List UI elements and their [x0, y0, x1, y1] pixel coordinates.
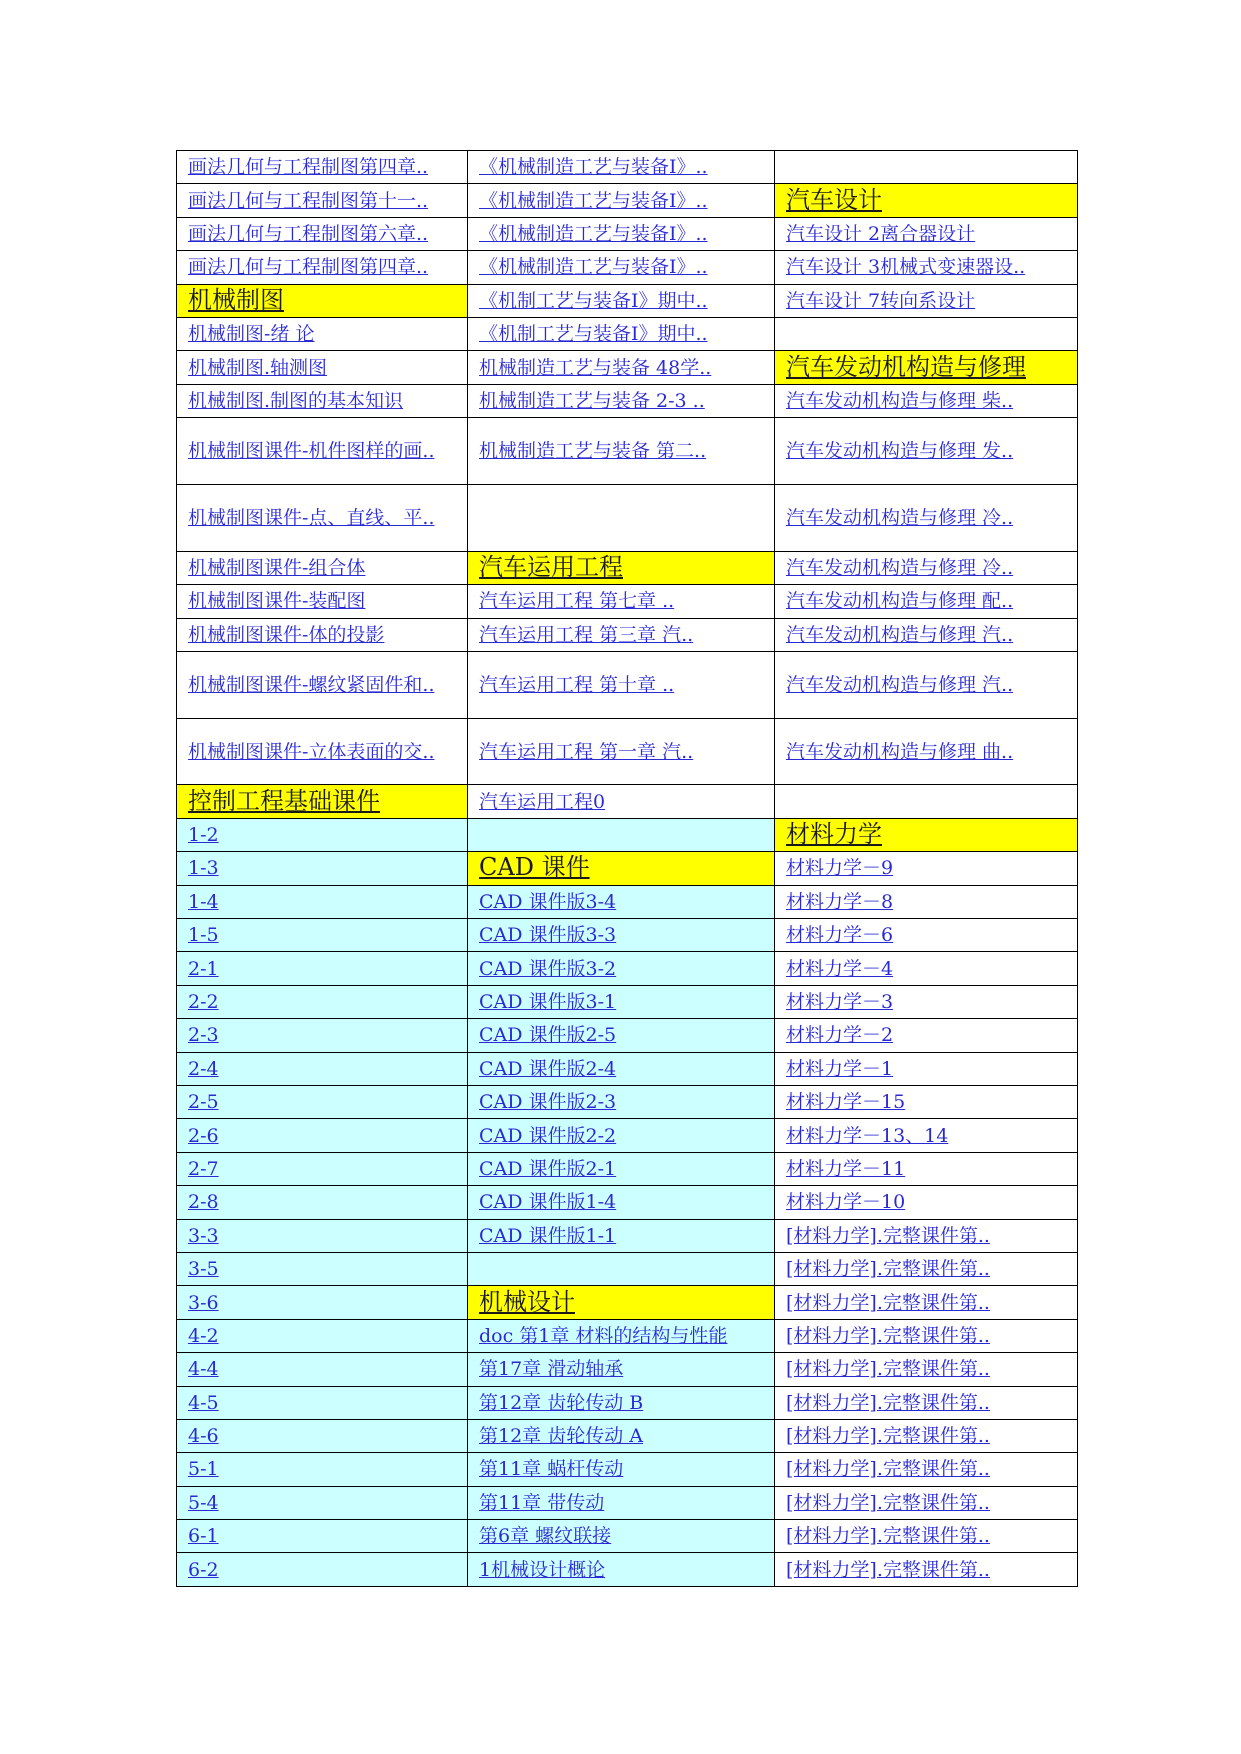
course-link[interactable]: 6-1 [188, 1525, 219, 1548]
course-link[interactable]: 汽车运用工程0 [479, 790, 606, 813]
table-row [177, 1186, 1078, 1219]
course-link[interactable]: 2-8 [188, 1191, 219, 1214]
course-link[interactable]: 材料力学－3 [786, 991, 894, 1014]
course-link[interactable]: 2-3 [188, 1024, 219, 1047]
course-link[interactable]: 汽车设计 3机械式变速器设.. [786, 256, 1026, 279]
course-link[interactable]: 汽车运用工程 第七章 .. [479, 590, 675, 613]
table-cell [775, 952, 1078, 985]
course-link[interactable]: 机械制造工艺与装备 2-3 .. [479, 389, 705, 412]
table-row [177, 217, 1078, 250]
table-row [177, 718, 1078, 785]
table-cell [775, 1019, 1078, 1052]
table-cell [468, 1486, 775, 1519]
table-cell [775, 885, 1078, 918]
course-link[interactable]: 汽车运用工程 第十章 .. [479, 673, 675, 696]
table-cell [468, 919, 775, 952]
course-link[interactable]: 3-6 [188, 1291, 219, 1314]
course-link[interactable]: [材料力学].完整课件第.. [786, 1425, 990, 1448]
course-link[interactable]: CAD 课件版2-1 [479, 1157, 617, 1180]
table-cell [775, 919, 1078, 952]
table-cell [775, 1219, 1078, 1252]
table-cell [177, 1319, 468, 1352]
table-cell [468, 484, 775, 551]
course-link[interactable]: 汽车运用工程 第三章 汽.. [479, 623, 694, 646]
table-cell [177, 1453, 468, 1486]
table-cell [177, 484, 468, 551]
table-cell [468, 151, 775, 184]
course-link-table [176, 150, 1078, 1587]
course-link[interactable]: 汽车发动机构造与修理 冷.. [786, 556, 1014, 579]
table-cell [468, 718, 775, 785]
table-cell [775, 418, 1078, 485]
table-row [177, 351, 1078, 384]
table-cell [468, 1152, 775, 1185]
table-row [177, 151, 1078, 184]
table-cell [177, 1086, 468, 1119]
course-link[interactable]: 4-2 [188, 1324, 219, 1347]
table-cell [775, 351, 1078, 384]
table-row [177, 585, 1078, 618]
course-link[interactable]: 画法几何与工程制图第四章.. [188, 156, 429, 179]
table-cell [468, 1553, 775, 1586]
course-link[interactable]: 《机械制造工艺与装备Ⅰ》.. [479, 189, 708, 212]
course-link[interactable]: 第12章 齿轮传动 A [479, 1425, 643, 1448]
table-cell [468, 852, 775, 885]
table-cell [775, 151, 1078, 184]
course-link[interactable]: CAD 课件版3-4 [479, 890, 617, 913]
table-row [177, 1553, 1078, 1586]
table-cell [468, 1219, 775, 1252]
course-link[interactable]: 2-4 [188, 1057, 219, 1080]
course-link[interactable]: [材料力学].完整课件第.. [786, 1358, 990, 1381]
table-cell [775, 818, 1078, 851]
table-cell [775, 1319, 1078, 1352]
table-row [177, 1019, 1078, 1052]
table-cell [468, 1386, 775, 1419]
table-cell [775, 184, 1078, 217]
course-link[interactable]: 第11章 蜗杆传动 [479, 1458, 624, 1481]
table-cell [775, 651, 1078, 718]
table-cell [177, 919, 468, 952]
course-link[interactable]: 5-1 [188, 1458, 219, 1481]
course-link[interactable]: 材料力学－1 [786, 1057, 894, 1080]
course-link[interactable]: 第17章 滑动轴承 [479, 1358, 624, 1381]
table-row [177, 418, 1078, 485]
table-cell [468, 351, 775, 384]
table-cell [468, 284, 775, 317]
table-cell [468, 952, 775, 985]
table-row [177, 1119, 1078, 1152]
course-link[interactable]: 2-1 [188, 957, 219, 980]
course-link[interactable]: 汽车设计 2离合器设计 [786, 222, 976, 245]
table-row [177, 818, 1078, 851]
table-cell [177, 1219, 468, 1252]
table-cell [775, 251, 1078, 284]
table-cell [177, 1553, 468, 1586]
table-cell [468, 1019, 775, 1052]
course-link[interactable]: 1-3 [188, 857, 219, 880]
course-link[interactable]: [材料力学].完整课件第.. [786, 1291, 990, 1314]
table-cell [775, 1419, 1078, 1452]
table-row [177, 785, 1078, 818]
course-link[interactable]: CAD 课件版2-5 [479, 1024, 617, 1047]
table-cell [177, 251, 468, 284]
section-heading-link[interactable]: 控制工程基础课件 [188, 786, 380, 815]
course-link[interactable]: 画法几何与工程制图第十一.. [188, 189, 429, 212]
table-cell [177, 985, 468, 1018]
course-link[interactable]: 材料力学－2 [786, 1024, 894, 1047]
course-link[interactable]: 《机械制造工艺与装备Ⅰ》.. [479, 256, 708, 279]
table-cell [775, 551, 1078, 584]
table-cell [468, 618, 775, 651]
course-link[interactable]: 《机械制造工艺与装备Ⅰ》.. [479, 222, 708, 245]
course-link[interactable]: 材料力学－15 [786, 1091, 906, 1114]
table-cell [177, 818, 468, 851]
course-link[interactable]: 1机械设计概论 [479, 1558, 606, 1581]
table-cell [468, 1119, 775, 1152]
table-cell [177, 184, 468, 217]
section-heading-link[interactable]: CAD 课件 [479, 853, 590, 882]
course-link[interactable]: 2-5 [188, 1091, 219, 1114]
table-row [177, 1419, 1078, 1452]
course-link[interactable]: 机械制造工艺与装备 48学.. [479, 356, 712, 379]
table-row [177, 1052, 1078, 1085]
course-link[interactable]: [材料力学].完整课件第.. [786, 1258, 990, 1281]
table-cell [177, 585, 468, 618]
section-heading-link[interactable]: 汽车发动机构造与修理 [786, 352, 1026, 381]
table-cell [177, 1052, 468, 1085]
course-link[interactable]: 第12章 齿轮传动 B [479, 1391, 644, 1414]
table-cell [177, 1520, 468, 1553]
course-link[interactable]: 机械制图课件-点、直线、平.. [188, 506, 435, 529]
table-row [177, 317, 1078, 350]
table-cell [775, 985, 1078, 1018]
table-cell [177, 952, 468, 985]
course-link[interactable]: 1-4 [188, 890, 219, 913]
course-link[interactable]: doc 第1章 材料的结构与性能 [479, 1324, 728, 1347]
table-cell [177, 418, 468, 485]
table-cell [468, 384, 775, 417]
course-link[interactable]: 材料力学－10 [786, 1191, 906, 1214]
course-link[interactable]: 机械制图课件-体的投影 [188, 623, 385, 646]
table-cell [177, 1152, 468, 1185]
table-cell [177, 1019, 468, 1052]
table-cell [775, 1119, 1078, 1152]
table-cell [775, 1186, 1078, 1219]
table-cell [775, 1286, 1078, 1319]
course-link[interactable]: 材料力学－13、14 [786, 1124, 949, 1147]
table-row [177, 551, 1078, 584]
course-link[interactable]: 机械制图.轴测图 [188, 356, 328, 379]
table-cell [775, 585, 1078, 618]
course-link[interactable]: 汽车发动机构造与修理 冷.. [786, 506, 1014, 529]
table-row [177, 1219, 1078, 1252]
table-cell [177, 785, 468, 818]
course-link[interactable]: 机械制图-绪 论 [188, 323, 315, 346]
course-link[interactable]: 机械制图课件-立体表面的交.. [188, 740, 435, 763]
table-row [177, 1286, 1078, 1319]
course-link[interactable]: 6-2 [188, 1558, 219, 1581]
section-heading-link[interactable]: 汽车运用工程 [479, 552, 623, 581]
table-cell [177, 718, 468, 785]
course-link[interactable]: 1-5 [188, 924, 219, 947]
table-row [177, 484, 1078, 551]
table-cell [775, 718, 1078, 785]
table-cell [775, 1086, 1078, 1119]
course-link[interactable]: 画法几何与工程制图第六章.. [188, 222, 429, 245]
course-link[interactable]: 机械制图.制图的基本知识 [188, 389, 404, 412]
table-cell [468, 1052, 775, 1085]
course-link[interactable]: 《机制工艺与装备Ⅰ》期中.. [479, 289, 708, 312]
table-cell [177, 1119, 468, 1152]
course-link[interactable]: CAD 课件版3-1 [479, 991, 617, 1014]
table-cell [775, 1052, 1078, 1085]
table-cell [177, 551, 468, 584]
course-link[interactable]: 2-2 [188, 991, 219, 1014]
table-cell [775, 1486, 1078, 1519]
course-link[interactable]: 汽车发动机构造与修理 发.. [786, 440, 1014, 463]
course-link[interactable]: 材料力学－11 [786, 1157, 906, 1180]
table-cell [468, 985, 775, 1018]
course-link[interactable]: 材料力学－8 [786, 890, 894, 913]
table-cell [468, 1252, 775, 1285]
table-cell [177, 351, 468, 384]
course-link[interactable]: [材料力学].完整课件第.. [786, 1491, 990, 1514]
section-heading-link[interactable]: 材料力学 [786, 820, 882, 849]
table-cell [177, 1419, 468, 1452]
table-row [177, 1453, 1078, 1486]
course-link[interactable]: CAD 课件版1-4 [479, 1191, 617, 1214]
table-cell [177, 317, 468, 350]
course-link[interactable]: 汽车发动机构造与修理 汽.. [786, 673, 1014, 696]
course-link[interactable]: CAD 课件版1-1 [479, 1224, 617, 1247]
table-cell [177, 217, 468, 250]
table-cell [468, 251, 775, 284]
table-cell [775, 1553, 1078, 1586]
course-link[interactable]: 机械制图课件-装配图 [188, 590, 366, 613]
table-row [177, 952, 1078, 985]
table-row [177, 1152, 1078, 1185]
table-row [177, 618, 1078, 651]
table-cell [468, 217, 775, 250]
course-link[interactable]: 第11章 带传动 [479, 1491, 605, 1514]
course-link[interactable]: 汽车运用工程 第一章 汽.. [479, 740, 694, 763]
section-heading-link[interactable]: 机械设计 [479, 1287, 575, 1316]
table-row [177, 384, 1078, 417]
course-link[interactable]: CAD 课件版2-4 [479, 1057, 617, 1080]
table-cell [775, 785, 1078, 818]
course-link[interactable]: 1-2 [188, 824, 219, 847]
table-cell [775, 1386, 1078, 1419]
table-cell [177, 151, 468, 184]
course-link[interactable]: 机械制图课件-组合体 [188, 556, 366, 579]
table-cell [468, 1453, 775, 1486]
table-cell [468, 1520, 775, 1553]
table-row [177, 184, 1078, 217]
course-link[interactable]: CAD 课件版2-3 [479, 1091, 617, 1114]
table-row [177, 651, 1078, 718]
course-link[interactable]: 汽车设计 7转向系设计 [786, 289, 976, 312]
table-row [177, 1353, 1078, 1386]
table-cell [177, 852, 468, 885]
table-cell [468, 317, 775, 350]
course-link[interactable]: 2-6 [188, 1124, 219, 1147]
table-cell [468, 418, 775, 485]
course-link[interactable]: 3-5 [188, 1258, 219, 1281]
table-row [177, 985, 1078, 1018]
table-cell [468, 1286, 775, 1319]
table-cell [468, 1186, 775, 1219]
table-cell [177, 1486, 468, 1519]
table-cell [177, 1286, 468, 1319]
course-link[interactable]: 4-6 [188, 1425, 219, 1448]
table-cell [775, 217, 1078, 250]
table-cell [775, 1252, 1078, 1285]
course-link[interactable]: 材料力学－6 [786, 924, 894, 947]
table-cell [177, 1386, 468, 1419]
table-cell [775, 1152, 1078, 1185]
table-cell [775, 384, 1078, 417]
table-cell [775, 317, 1078, 350]
course-link[interactable]: 机械制图课件-机件图样的画.. [188, 440, 435, 463]
table-cell [468, 1353, 775, 1386]
section-heading-link[interactable]: 机械制图 [188, 285, 284, 314]
course-link[interactable]: [材料力学].完整课件第.. [786, 1525, 990, 1548]
table-cell [775, 284, 1078, 317]
table-cell [177, 651, 468, 718]
course-table-body [177, 151, 1078, 1587]
course-link[interactable]: 汽车发动机构造与修理 配.. [786, 590, 1014, 613]
course-link[interactable]: [材料力学].完整课件第.. [786, 1391, 990, 1414]
course-link[interactable]: [材料力学].完整课件第.. [786, 1224, 990, 1247]
table-cell [468, 818, 775, 851]
table-row [177, 1319, 1078, 1352]
table-cell [775, 852, 1078, 885]
course-link[interactable]: 《机制工艺与装备Ⅰ》期中.. [479, 323, 708, 346]
table-row [177, 1386, 1078, 1419]
course-link[interactable]: 机械制图课件-螺纹紧固件和.. [188, 673, 435, 696]
table-row [177, 1252, 1078, 1285]
table-cell [468, 785, 775, 818]
table-cell [468, 184, 775, 217]
course-link[interactable]: 汽车发动机构造与修理 曲.. [786, 740, 1014, 763]
section-heading-link[interactable]: 汽车设计 [786, 185, 882, 214]
course-link[interactable]: 画法几何与工程制图第四章.. [188, 256, 429, 279]
course-link[interactable]: 汽车发动机构造与修理 柴.. [786, 389, 1014, 412]
course-link[interactable]: 机械制造工艺与装备 第二.. [479, 440, 707, 463]
table-cell [177, 284, 468, 317]
table-cell [177, 384, 468, 417]
course-link[interactable]: 4-5 [188, 1391, 219, 1414]
course-link[interactable]: 材料力学－9 [786, 857, 894, 880]
course-link[interactable]: 汽车发动机构造与修理 汽.. [786, 623, 1014, 646]
table-row [177, 1086, 1078, 1119]
table-row [177, 1486, 1078, 1519]
table-row [177, 885, 1078, 918]
course-link[interactable]: 5-4 [188, 1491, 219, 1514]
course-link[interactable]: 第6章 螺纹联接 [479, 1525, 612, 1548]
table-cell [177, 618, 468, 651]
table-cell [775, 1520, 1078, 1553]
table-cell [177, 1252, 468, 1285]
course-link[interactable]: [材料力学].完整课件第.. [786, 1558, 990, 1581]
course-link[interactable]: CAD 课件版3-3 [479, 924, 617, 947]
table-row [177, 852, 1078, 885]
course-link[interactable]: CAD 课件版3-2 [479, 957, 617, 980]
table-cell [468, 651, 775, 718]
table-cell [775, 1453, 1078, 1486]
table-cell [468, 551, 775, 584]
table-cell [468, 1086, 775, 1119]
table-cell [775, 618, 1078, 651]
table-cell [177, 1186, 468, 1219]
table-row [177, 919, 1078, 952]
table-cell [468, 1419, 775, 1452]
course-link[interactable]: [材料力学].完整课件第.. [786, 1324, 990, 1347]
table-cell [177, 1353, 468, 1386]
course-link[interactable]: 2-7 [188, 1157, 219, 1180]
course-link[interactable]: 3-3 [188, 1224, 219, 1247]
table-cell [468, 885, 775, 918]
table-cell [468, 585, 775, 618]
table-row [177, 284, 1078, 317]
table-row [177, 1520, 1078, 1553]
table-row [177, 251, 1078, 284]
table-cell [468, 1319, 775, 1352]
table-cell [177, 885, 468, 918]
table-cell [775, 484, 1078, 551]
course-link[interactable]: 材料力学－4 [786, 957, 894, 980]
course-link[interactable]: 《机械制造工艺与装备Ⅰ》.. [479, 156, 708, 179]
course-link[interactable]: CAD 课件版2-2 [479, 1124, 617, 1147]
course-link[interactable]: 4-4 [188, 1358, 219, 1381]
table-cell [775, 1353, 1078, 1386]
course-link[interactable]: [材料力学].完整课件第.. [786, 1458, 990, 1481]
